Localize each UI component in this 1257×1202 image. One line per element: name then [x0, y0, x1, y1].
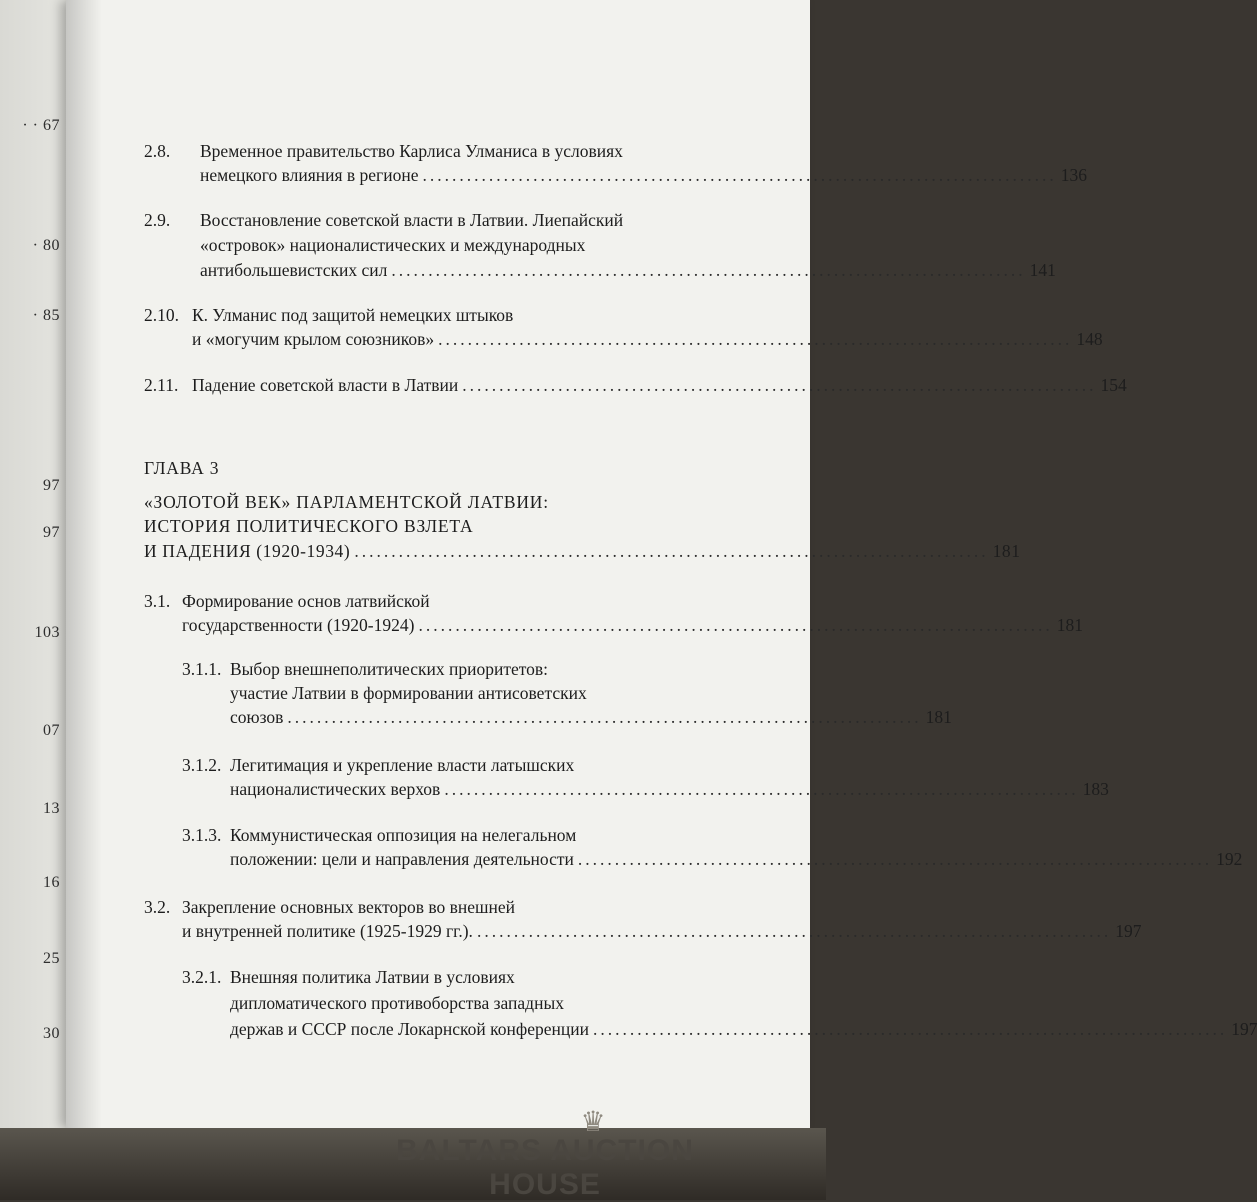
chapter-title-line: И ПАДЕНИЯ (1920-1934)	[144, 541, 351, 561]
toc-title-line: Восстановление советской власти в Латвии. Лиепайский	[200, 210, 624, 230]
toc-title-line: антибольшевистских сил	[200, 260, 388, 280]
chapter-title-line: ИСТОРИЯ ПОЛИТИЧЕСКОГО ВЗЛЕТА	[144, 516, 474, 536]
toc-leader-line	[182, 918, 1142, 944]
toc-number: 3.1.	[144, 591, 171, 611]
left-page-number: · · 67	[22, 117, 60, 134]
toc-number: 3.2.	[144, 897, 171, 917]
toc-title-line: дипломатического противоборства западных	[230, 993, 564, 1013]
toc-title-line: Выбор внешнеполитических приоритетов:	[230, 659, 549, 679]
leader-dots: ......................................................................................	[476, 921, 1112, 941]
toc-leader-line	[192, 372, 1127, 398]
leader-dots: ......................................................................................	[592, 1019, 1228, 1039]
left-page-number: 97	[43, 524, 60, 541]
toc-page-number: 136	[1060, 165, 1087, 185]
toc-leader-line	[230, 776, 1109, 802]
toc-title-line: и внутренней политике (1925-1929 гг.).	[182, 921, 473, 941]
toc-page-number: 183	[1082, 779, 1109, 799]
leader-dots: ......................................................................................	[438, 329, 1073, 349]
toc-number: 3.1.2.	[182, 755, 222, 775]
toc-title-line: Коммунистическая оппозиция на нелегальном	[230, 825, 577, 845]
toc-title-line: государственности (1920-1924)	[182, 615, 415, 635]
toc-number: 2.9.	[144, 210, 171, 230]
leader-dots: ......................................................................................	[287, 707, 922, 727]
toc-title-line: и «могучим крылом союзников»	[192, 329, 435, 349]
leader-dots: ......................................................................................	[391, 260, 1026, 280]
left-page-number: · 85	[32, 307, 60, 324]
left-page-number: 25	[43, 950, 60, 967]
leader-dots: ......................................................................................	[418, 615, 1053, 635]
left-page-number: 97	[43, 477, 60, 494]
toc-title-line: Легитимация и укрепление власти латышских	[230, 755, 575, 775]
toc-page-number: 148	[1076, 329, 1103, 349]
toc-number: 2.11.	[144, 375, 179, 395]
toc-title-line: «островок» националистических и международных	[200, 235, 586, 255]
toc-title-line: Временное правительство Карлиса Улманиса в условиях	[200, 141, 623, 161]
toc-number: 3.1.3.	[182, 825, 222, 845]
toc-leader-line	[230, 1016, 1257, 1042]
left-page-number: 07	[43, 722, 60, 739]
toc-leader-line	[200, 162, 1087, 188]
toc-title-line: Падение советской власти в Латвии	[192, 375, 459, 395]
toc-title-line: националистических верхов	[230, 779, 441, 799]
toc-title-line: положении: цели и направления деятельности	[230, 849, 574, 869]
crown-icon: ♛	[580, 1107, 606, 1138]
toc-leader-line	[200, 257, 1056, 283]
toc-page-number: 181	[925, 707, 952, 727]
toc-number: 2.8.	[144, 141, 171, 161]
chapter-title-line: «ЗОЛОТОЙ ВЕК» ПАРЛАМЕНТСКОЙ ЛАТВИИ:	[144, 492, 549, 512]
toc-page-number: 192	[1216, 849, 1243, 869]
toc-leader-line	[230, 704, 952, 730]
toc-page-number: 197	[1115, 921, 1142, 941]
toc-leader-line	[230, 846, 1243, 872]
toc-title-line: участие Латвии в формировании антисоветских	[230, 683, 587, 703]
chapter-label: ГЛАВА 3	[144, 458, 220, 478]
watermark: BALTARS AUCTION HOUSE	[396, 1134, 694, 1201]
toc-page-number: 181	[992, 541, 1021, 561]
toc-title-line: Закрепление основных векторов во внешней	[182, 897, 516, 917]
toc-title-line: Формирование основ латвийской	[182, 591, 430, 611]
leader-dots: ......................................................................................	[462, 375, 1097, 395]
toc-page-number: 154	[1100, 375, 1127, 395]
toc-page-number: 181	[1056, 615, 1083, 635]
leader-dots: ......................................................................................	[577, 849, 1213, 869]
left-page-number: 13	[43, 800, 60, 817]
leader-dots: ......................................................................................	[444, 779, 1079, 799]
toc-title-line: Внешняя политика Латвии в условиях	[230, 967, 515, 987]
toc-number: 2.10.	[144, 305, 179, 325]
toc-page-number: 197	[1231, 1019, 1257, 1039]
toc-leader-line	[192, 326, 1103, 352]
toc-leader-line	[144, 538, 1021, 564]
toc-title-line: К. Улманис под защитой немецких штыков	[192, 305, 514, 325]
left-page-number: 30	[43, 1025, 60, 1042]
toc-title-line: союзов	[230, 707, 284, 727]
toc-number: 3.1.1.	[182, 659, 222, 679]
toc-title-line: держав и СССР после Локарнской конференции	[230, 1019, 589, 1039]
page-gutter-shadow	[66, 0, 102, 1128]
left-page-number: 16	[43, 874, 60, 891]
toc-leader-line	[182, 612, 1083, 638]
leader-dots: ......................................................................................	[354, 541, 989, 561]
toc-number: 3.2.1.	[182, 967, 222, 987]
left-page-number: 103	[34, 624, 60, 641]
toc-title-line: немецкого влияния в регионе	[200, 165, 419, 185]
toc-page-number: 141	[1029, 260, 1056, 280]
leader-dots: ......................................................................................	[422, 165, 1057, 185]
left-page-number: · 80	[32, 237, 60, 254]
